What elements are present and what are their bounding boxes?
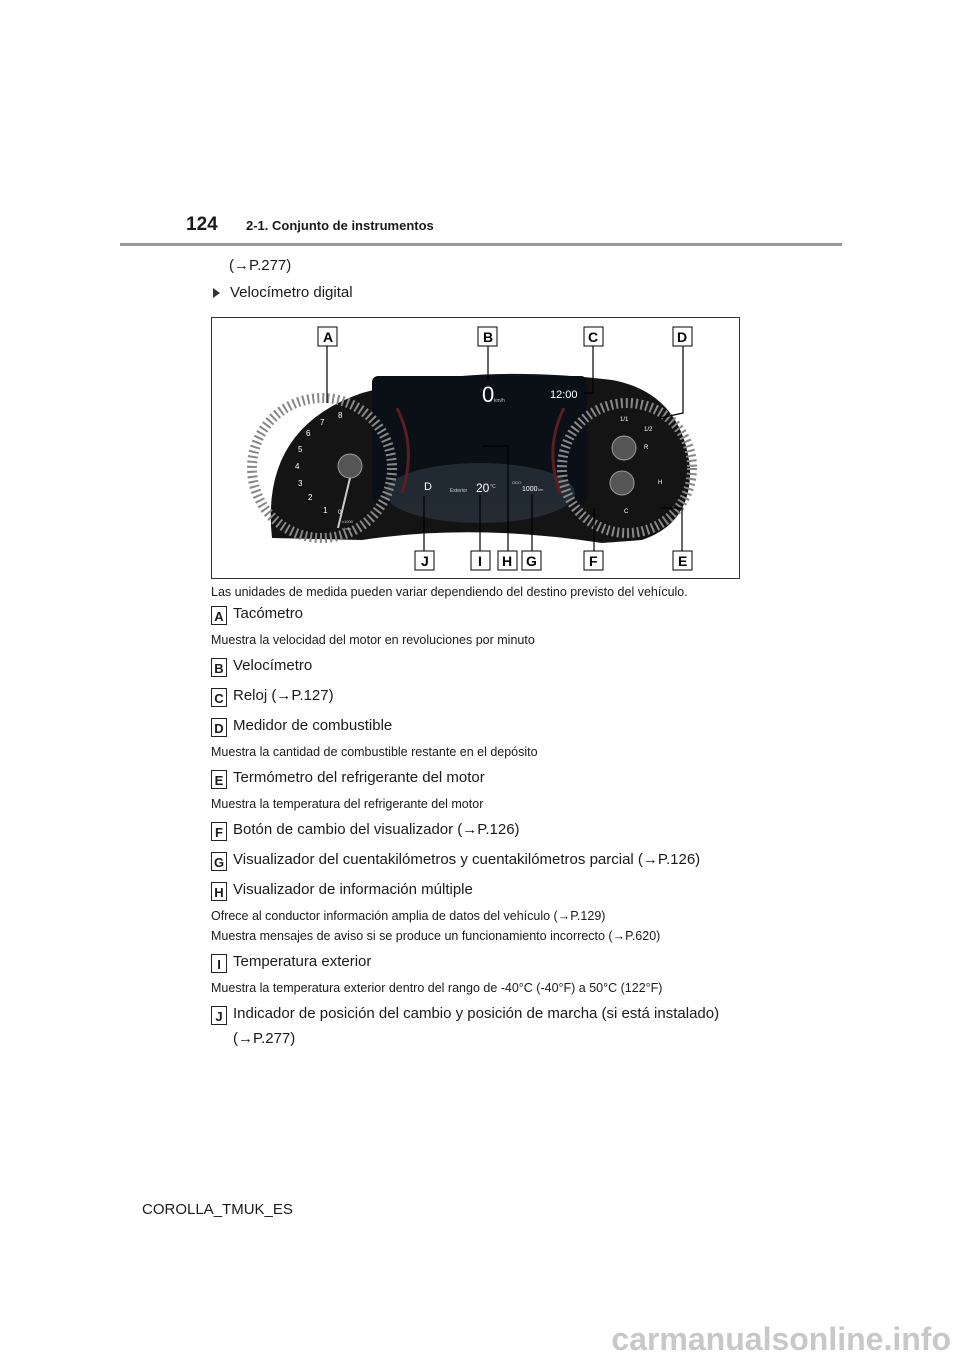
odo-value: 1000 <box>522 486 538 493</box>
watermark: carmanualsonline.info <box>611 1321 951 1357</box>
page-number: 124 <box>186 214 218 235</box>
fuel-half: 1/2 <box>644 427 653 433</box>
temp-unit: °C <box>490 484 496 490</box>
bullet-label: Velocímetro digital <box>230 284 353 301</box>
tach-unit: x1000 <box>342 519 353 524</box>
tach-number: 7 <box>320 418 325 427</box>
callout-h: H <box>502 553 513 569</box>
tach-number: 5 <box>298 445 303 454</box>
units-note: Las unidades de medida pueden variar dependiendo del destino previsto del vehículo. <box>211 585 688 599</box>
exterior-temp: 20 <box>476 481 490 495</box>
odo-unit: km <box>538 487 544 492</box>
clock-readout: 12:00 <box>550 389 578 401</box>
item-letter: F <box>211 822 227 841</box>
odo-label: ODO <box>512 480 522 485</box>
item-desc: Muestra la cantidad de combustible restante en el depósito <box>211 745 538 759</box>
item-letter: D <box>211 718 227 737</box>
speed-unit: km/h <box>494 398 505 404</box>
callout-b: B <box>483 329 494 345</box>
callout-g: G <box>526 553 537 569</box>
exterior-label: Exterior <box>450 488 468 494</box>
callout-a: A <box>323 329 334 345</box>
section-title: 2-1. Conjunto de instrumentos <box>246 218 434 233</box>
footer-code: COROLLA_TMUK_ES <box>142 1201 293 1218</box>
item-letter: B <box>211 658 227 677</box>
item-desc: Muestra la temperatura exterior dentro del rango de -40°C (-40°F) a 50°C (122°F) <box>211 981 663 995</box>
intro-reference: (→P.277) <box>229 257 292 274</box>
item-label: Termómetro del refrigerante del motor <box>233 769 485 786</box>
tach-number: 1 <box>323 506 328 515</box>
item-label: Reloj (→P.127) <box>233 687 334 704</box>
item-label: Temperatura exterior <box>233 953 372 970</box>
item-letter: J <box>211 1006 227 1025</box>
item-letter: H <box>211 882 227 901</box>
item-desc: Muestra la temperatura del refrigerante del motor <box>211 797 484 811</box>
item-label: Visualizador del cuentakilómetros y cuentakilómetros parcial (→P.126) <box>233 851 701 868</box>
item-letter: A <box>211 606 227 625</box>
item-label: Indicador de posición del cambio y posición de marcha (si está instalado) <box>233 1005 720 1022</box>
item-desc: Ofrece al conductor información amplia de datos del vehículo (→P.129) <box>211 909 606 923</box>
temp-cold: C <box>624 509 629 515</box>
callout-d: D <box>677 329 688 345</box>
item-label: Medidor de combustible <box>233 717 393 734</box>
tach-number: 2 <box>308 493 313 502</box>
tach-number: 6 <box>306 429 311 438</box>
fuel-reserve: R <box>644 445 649 451</box>
callout-j: J <box>421 553 429 569</box>
callout-e: E <box>678 553 688 569</box>
item-letter: C <box>211 688 227 707</box>
fuel-full: 1/1 <box>620 417 629 423</box>
item-label: Velocímetro <box>233 657 313 674</box>
temp-hot: H <box>658 480 663 486</box>
item-desc: Muestra la velocidad del motor en revoluciones por minuto <box>211 633 535 647</box>
tach-zero: 0 <box>338 510 342 516</box>
item-label: Tacómetro <box>233 605 304 622</box>
tach-number: 8 <box>338 411 343 420</box>
item-letter: I <box>211 954 227 973</box>
bullet-arrow-icon <box>213 288 220 298</box>
speed-readout: 0 <box>482 382 495 407</box>
header-rule <box>120 243 842 246</box>
callout-f: F <box>589 553 598 569</box>
item-ref: (→P.277) <box>233 1030 296 1047</box>
bullet-item <box>213 284 353 301</box>
item-letter: G <box>211 852 227 871</box>
callout-i: I <box>478 553 482 569</box>
gear-indicator: D <box>424 481 432 493</box>
item-letter: E <box>211 770 227 789</box>
tach-number: 3 <box>298 479 303 488</box>
callout-c: C <box>588 329 599 345</box>
item-desc-2: Muestra mensajes de aviso si se produce un funcionamiento incorrecto (→P.620) <box>211 929 661 943</box>
instrument-cluster-figure <box>211 317 740 579</box>
tach-unit-rpm: r/min <box>342 526 351 531</box>
item-label: Visualizador de información múltiple <box>233 881 473 898</box>
cluster-illustration <box>212 318 739 578</box>
item-label: Botón de cambio del visualizador (→P.126) <box>233 821 520 838</box>
tach-number: 4 <box>295 462 300 471</box>
